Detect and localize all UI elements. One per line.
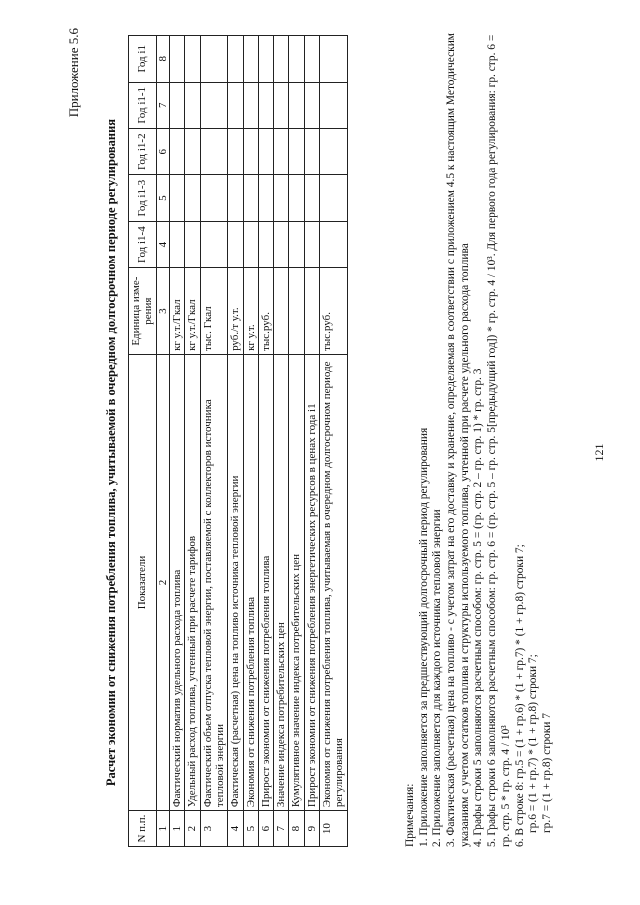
column-number: 1 [156,811,169,847]
value-cell [274,36,289,83]
unit-cell: кг у.т. [243,268,258,355]
table-row [200,36,228,847]
row-number: 10 [320,811,348,847]
value-cell [274,175,289,221]
unit-cell: тыс. Гкал [200,268,228,355]
header-cell: Год i1-4 [129,221,157,267]
header-cell: Год i1-3 [129,175,157,221]
value-cell [243,175,258,221]
value-cell [169,175,184,221]
value-cell [320,175,348,221]
document-title: Расчет экономии от снижения потребления топлива, учитываемой в очередном долгосрочном периоде регулирования [104,118,118,787]
value-cell [243,82,258,128]
row-number: 9 [304,811,319,847]
value-cell [169,36,184,83]
indicator-cell: Кумулятивное значение индекса потребительских цен [289,354,304,810]
unit-cell [274,268,289,355]
note-item: 4. Графы строки 5 заполняются расчетным способом: гр. стр. 5 = (гр. стр. 2 – гр. стр. 1) * гр. стр. 3 [472,368,485,847]
row-number: 5 [243,811,258,847]
unit-cell: кг у.т./Гкал [169,268,184,355]
row-number: 3 [200,811,228,847]
column-number: 4 [156,221,169,267]
value-cell [228,82,243,128]
value-cell [243,36,258,83]
table-row [243,36,258,847]
value-cell [289,221,304,267]
value-cell [200,36,228,83]
row-number: 6 [258,811,273,847]
column-number-row [156,36,169,847]
value-cell [274,221,289,267]
value-cell [258,221,273,267]
note-item: 5. Графы строки 6 заполняются расчетным способом: гр. стр. 6 = (гр. стр. 5 – гр. стр. 5[предыдущий год]) * гр. стр. 4 / 10³. Для первого года регулирования: гр. стр. 6 = гр. стр. 5 * гр. стр. 4 / 10³ [486,34,512,847]
value-cell [185,221,200,267]
value-cell [304,128,319,174]
value-cell [304,175,319,221]
note-item: 1. Приложение заполняется за предшествующий долгосрочный период регулирования [417,427,430,847]
value-cell [185,175,200,221]
table-row [228,36,243,847]
indicator-cell: Фактическая (расчетная) цена на топливо источника тепловой энергии [228,354,243,810]
header-cell: Год i1 [129,36,157,83]
value-cell [320,82,348,128]
row-number: 2 [185,811,200,847]
indicator-cell: Удельный расход топлива, учтенный при расчете тарифов [185,354,200,810]
table-header-row [129,36,157,847]
value-cell [169,221,184,267]
value-cell [289,175,304,221]
row-number: 8 [289,811,304,847]
value-cell [228,36,243,83]
value-cell [258,128,273,174]
value-cell [169,128,184,174]
value-cell [228,128,243,174]
column-number: 8 [156,36,169,83]
column-number: 7 [156,82,169,128]
table-row [185,36,200,847]
indicator-cell: Фактический норматив удельного расхода топлива [169,354,184,810]
value-cell [258,82,273,128]
value-cell [289,36,304,83]
value-cell [185,36,200,83]
unit-cell: тыс.руб. [320,268,348,355]
value-cell [320,36,348,83]
table-row [289,36,304,847]
value-cell [258,36,273,83]
unit-cell: кг у.т./Гкал [185,268,200,355]
row-number: 7 [274,811,289,847]
row-number: 1 [169,811,184,847]
value-cell [185,128,200,174]
value-cell [228,221,243,267]
value-cell [200,175,228,221]
note-item: 3. Фактическая (расчетная) цена на топливо - с учетом затрат на его доставку и хранение, определяемая в соответствии с приложением 4.5 к настоящим Методическим указаниям с учетом остатков топлива и структуры используемого топлива, учтенной при расчете удельного расхода топлива [445,32,471,847]
value-cell [289,82,304,128]
value-cell [243,221,258,267]
value-cell [258,175,273,221]
appendix-label: Приложение 5.6 [66,28,81,118]
value-cell [169,82,184,128]
note-item: гр.6 = (1 + гр.7) * (1 + гр.8) строки 7; [527,654,540,833]
value-cell [304,36,319,83]
column-number: 5 [156,175,169,221]
value-cell [228,175,243,221]
unit-cell [289,268,304,355]
savings-table [128,35,348,847]
note-item: 6. В строке 8: гр.5 = (1 + гр.6) * (1 + гр.7) * (1 + гр.8) строки 7; [513,544,526,847]
header-cell: Показатели [129,354,157,810]
unit-cell: руб./т у.т. [228,268,243,355]
table-row [169,36,184,847]
column-number: 3 [156,268,169,355]
table-row [304,36,319,847]
header-cell: Год i1-1 [129,82,157,128]
value-cell [243,128,258,174]
value-cell [274,128,289,174]
page-number: 121 [592,443,606,462]
unit-cell: тыс.руб. [258,268,273,355]
notes-section [404,27,555,847]
table-row [320,36,348,847]
indicator-cell: Значение индекса потребительских цен [274,354,289,810]
unit-cell [304,268,319,355]
value-cell [304,221,319,267]
note-item: гр.7 = (1 + гр.8) строки 7 [540,713,553,833]
value-cell [289,128,304,174]
value-cell [200,82,228,128]
indicator-cell: Экономия от снижения потребления топлива [243,354,258,810]
notes-heading: Примечания: [404,783,416,847]
table-row [274,36,289,847]
indicator-cell: Фактический объем отпуска тепловой энергии, поставляемой с коллекторов источника тепловой энергии [200,354,228,810]
value-cell [200,128,228,174]
value-cell [200,221,228,267]
indicator-cell: Прирост экономии от снижения потребления энергетических ресурсов в ценах года i1 [304,354,319,810]
column-number: 6 [156,128,169,174]
column-number: 2 [156,354,169,810]
value-cell [274,82,289,128]
header-cell: Год i1-2 [129,128,157,174]
value-cell [320,128,348,174]
header-cell: Единица изме-рения [129,268,157,355]
value-cell [320,221,348,267]
row-number: 4 [228,811,243,847]
note-item: 2. Приложение заполняется для каждого источника тепловой энергии [431,509,444,847]
header-cell: N п.п. [129,811,157,847]
value-cell [185,82,200,128]
indicator-cell: Экономия от снижения потребления топлива, учитываемая в очередном долгосрочном периоде регулирования [320,354,348,810]
table-row [258,36,273,847]
value-cell [304,82,319,128]
indicator-cell: Прирост экономии от снижения потребления топлива [258,354,273,810]
